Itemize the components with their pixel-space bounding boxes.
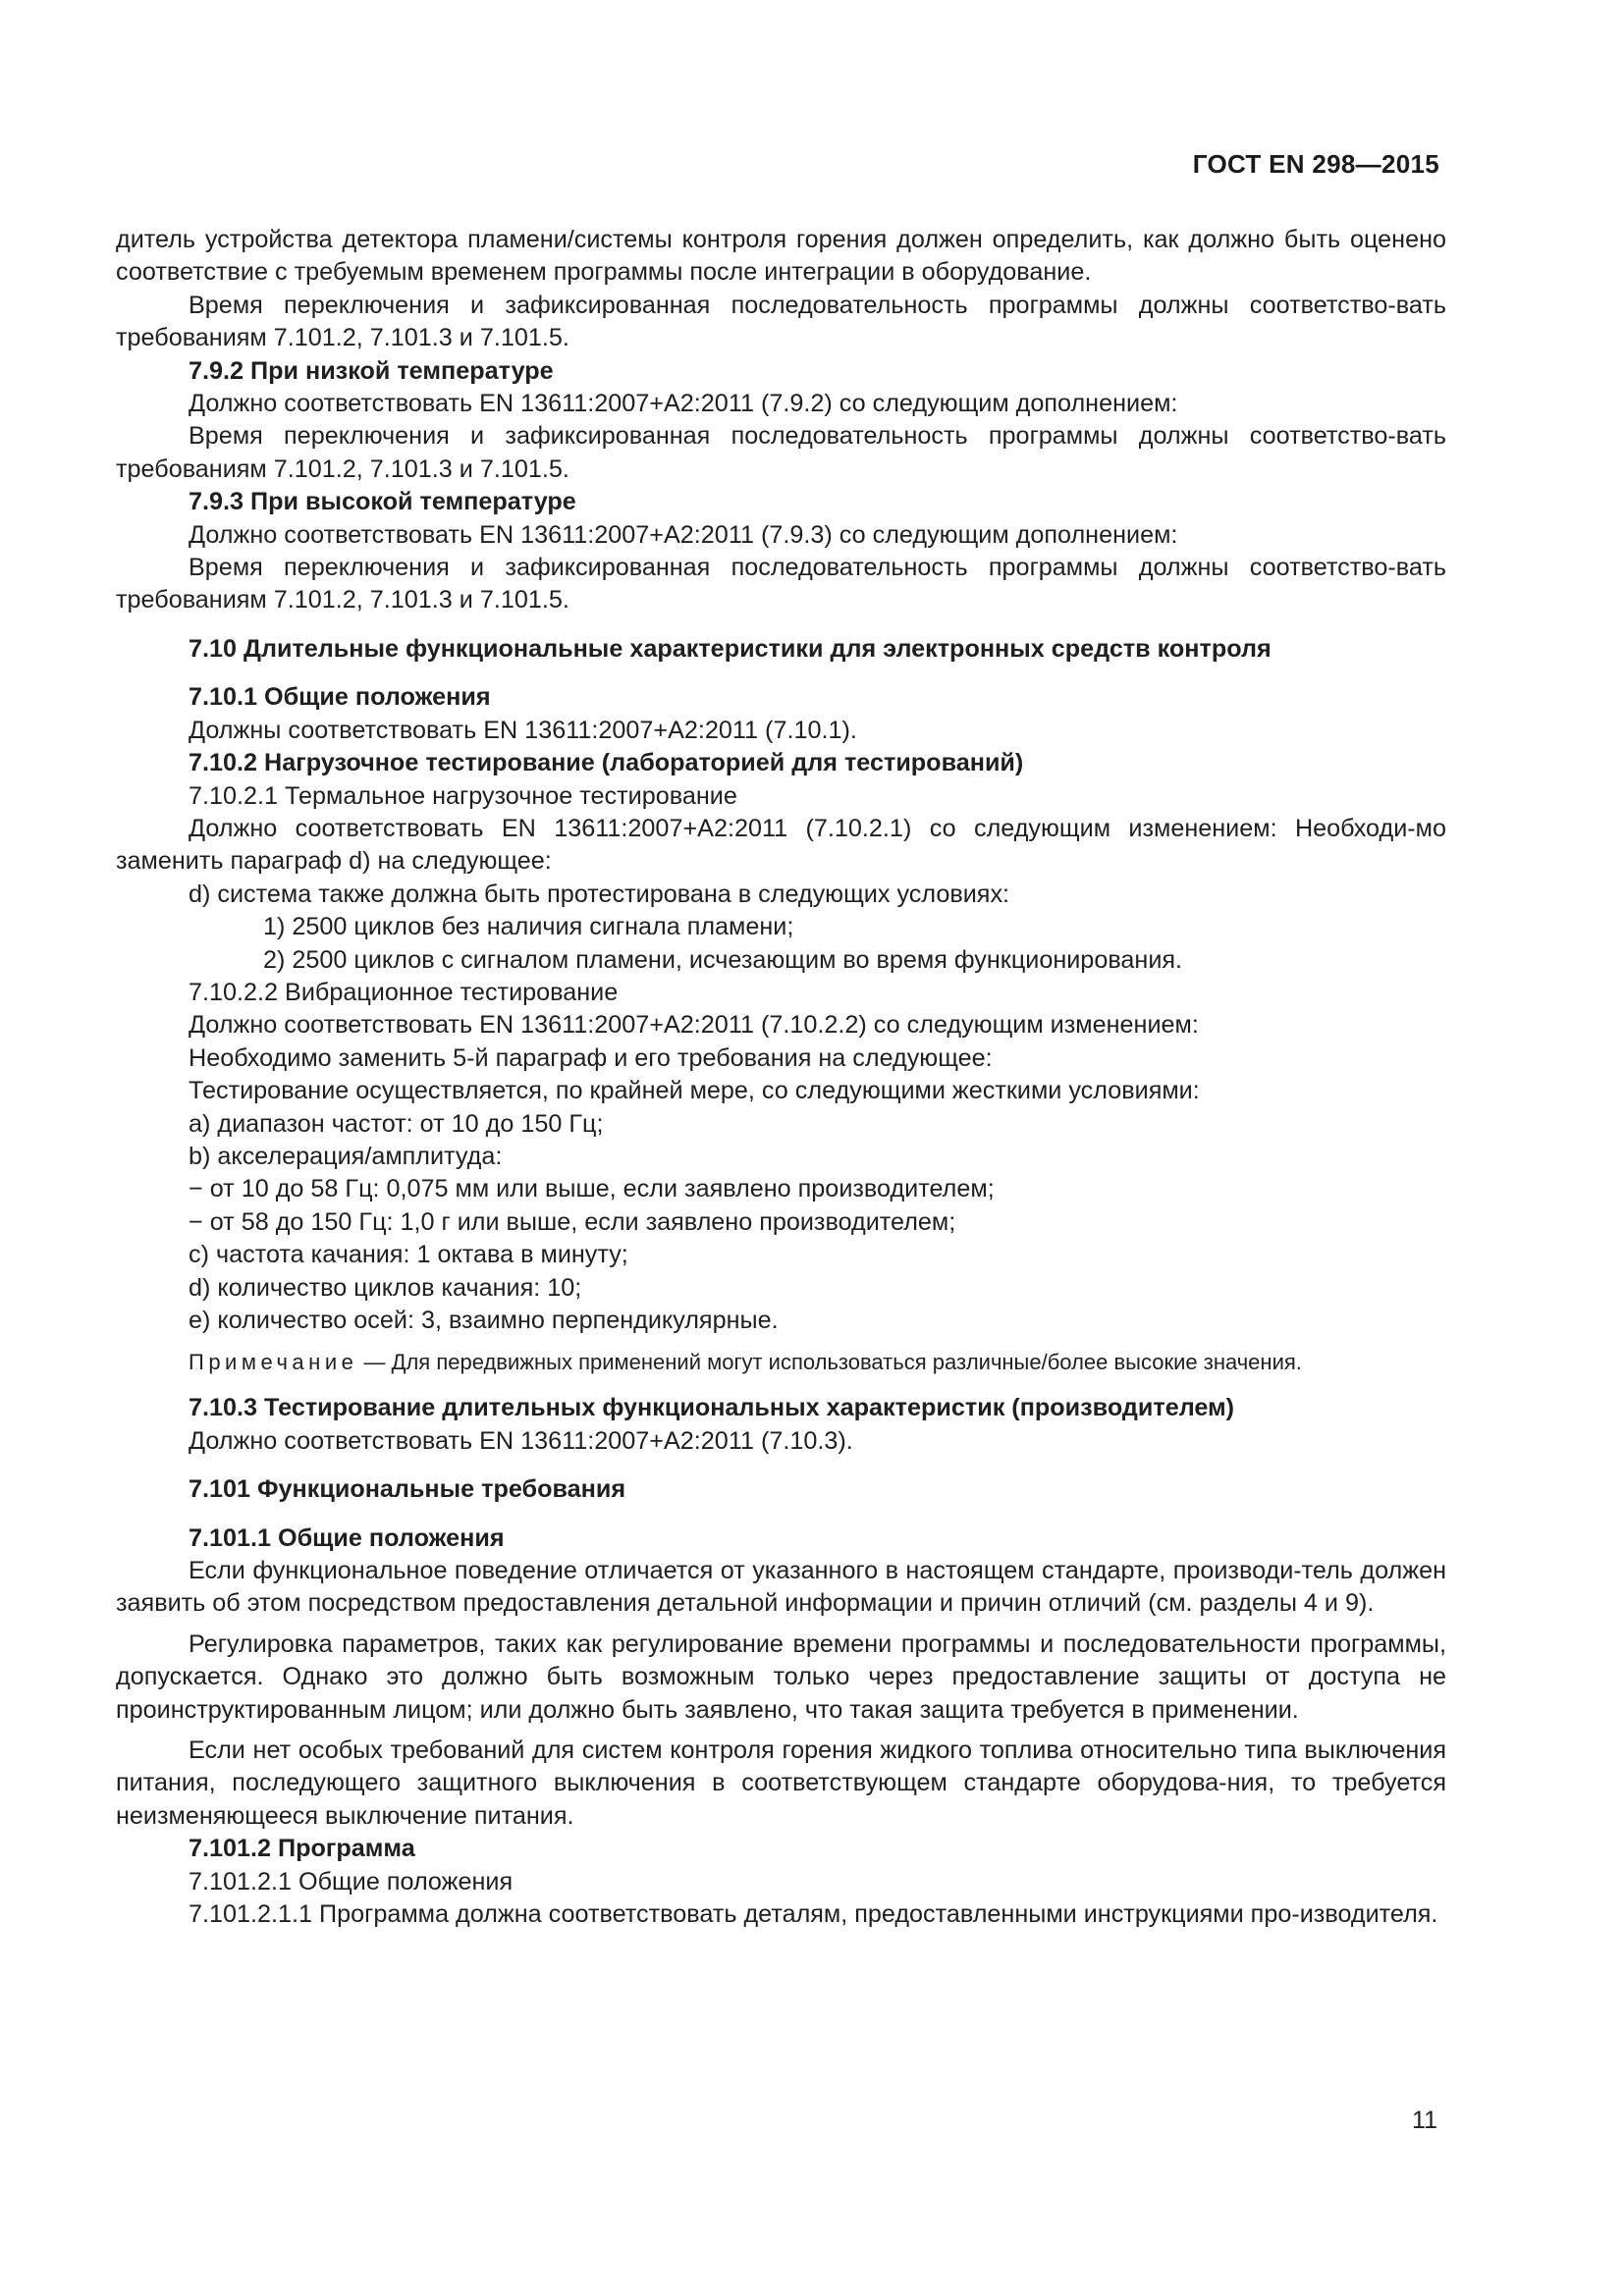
document-header: ГОСТ EN 298—2015 — [1192, 149, 1439, 179]
list-item: − от 10 до 58 Гц: 0,075 мм или выше, если заявлено производителем; — [189, 1175, 995, 1203]
note — [116, 1349, 1446, 1376]
paragraph: Должно соответствовать EN 13611:2007+A2:2011 (7.10.3). — [189, 1426, 853, 1455]
paragraph: Должно соответствовать EN 13611:2007+A2:2011 (7.9.3) со следующим дополнением: — [189, 520, 1178, 549]
list-item: d) система также должна быть протестирована в следующих условиях: — [189, 880, 1010, 908]
list-item: a) диапазон частот: от 10 до 150 Гц; — [189, 1109, 604, 1138]
section-heading-7-10: 7.10 Длительные функциональные характеристики для электронных средств контроля — [189, 634, 1272, 663]
list-item: 2) 2500 циклов с сигналом пламени, исчезающим во время функционирования. — [263, 945, 1183, 974]
section-heading-7-9-3: 7.9.3 При высокой температуре — [189, 488, 576, 516]
page-content — [116, 224, 1446, 1932]
paragraph: дитель устройства детектора пламени/системы контроля горения должен определить, как должно быть оценено соответствие с требуемым временем программы после интеграции в оборудование. — [116, 226, 1446, 287]
page-number: 11 — [1412, 2107, 1437, 2134]
paragraph: Если нет особых требований для систем контроля горения жидкого топлива относительно типа выключения питания, последующего защитного выключения в соответствующем стандарте оборудова-ния, то требуется неизменяющееся выключение питания. — [116, 1736, 1446, 1830]
paragraph: Время переключения и зафиксированная последовательность программы должны соответство-вать требованиям 7.101.2, 7.101.3 и 7.101.5. — [116, 291, 1446, 352]
paragraph: Время переключения и зафиксированная последовательность программы должны соответство-вать требованиям 7.101.2, 7.101.3 и 7.101.5. — [116, 554, 1446, 614]
subsection-title: 7.10.2.1 Термальное нагрузочное тестирование — [189, 781, 737, 810]
list-item: b) акселерация/амплитуда: — [189, 1142, 503, 1170]
section-heading-7-101-1: 7.101.1 Общие положения — [189, 1523, 505, 1552]
list-item: − от 58 до 150 Гц: 1,0 г или выше, если заявлено производителем; — [189, 1207, 956, 1236]
paragraph: Должно соответствовать EN 13611:2007+A2:2011 (7.10.2.1) со следующим изменением: Необходи-мо заменить параграф d) на следующее: — [116, 814, 1446, 876]
section-heading-7-10-1: 7.10.1 Общие положения — [189, 683, 491, 712]
paragraph: Время переключения и зафиксированная последовательность программы должны соответство-вать требованиям 7.101.2, 7.101.3 и 7.101.5. — [116, 422, 1446, 483]
paragraph: 7.101.2.1.1 Программа должна соответствовать деталям, предоставленными инструкциями про-изводителя. — [189, 1900, 1438, 1929]
paragraph: Необходимо заменить 5-й параграф и его требования на следующее: — [189, 1043, 993, 1072]
section-heading-7-101-2: 7.101.2 Программа — [189, 1835, 415, 1863]
list-item: c) частота качания: 1 октава в минуту; — [189, 1241, 628, 1269]
subsection-title: 7.101.2.1 Общие положения — [189, 1867, 514, 1896]
list-item: e) количество осей: 3, взаимно перпендикулярные. — [189, 1307, 779, 1334]
note-label: Примечание — [189, 1350, 358, 1375]
subsection-title: 7.10.2.2 Вибрационное тестирование — [189, 978, 619, 1006]
list-item: 1) 2500 циклов без наличия сигнала пламени; — [263, 913, 794, 941]
paragraph: Регулировка параметров, таких как регулирование времени программы и последовательности программы, допускается. Однако это должно быть возможным только через предоставление защиты от доступа не проинструктированным лицом; или должно быть заявлено, что такая защита требуется в применении. — [116, 1629, 1446, 1724]
section-heading-7-101: 7.101 Функциональные требования — [189, 1475, 626, 1504]
section-heading-7-10-3: 7.10.3 Тестирование длительных функциональных характеристик (производителем) — [189, 1394, 1235, 1422]
list-item: d) количество циклов качания: 10; — [189, 1273, 582, 1302]
paragraph: Должно соответствовать EN 13611:2007+A2:2011 (7.10.2.2) со следующим изменением: — [189, 1011, 1199, 1040]
paragraph: Должно соответствовать EN 13611:2007+A2:2011 (7.9.2) со следующим дополнением: — [189, 390, 1178, 418]
note-text: — Для передвижных применений могут использоваться различные/более высокие значения. — [357, 1350, 1302, 1375]
paragraph: Должны соответствовать EN 13611:2007+A2:2011 (7.10.1). — [189, 716, 857, 744]
section-heading-7-9-2: 7.9.2 При низкой температуре — [189, 356, 554, 385]
paragraph: Если функциональное поведение отличается от указанного в настоящем стандарте, производи-тель должен заявить об этом посредством предоставления детальной информации и причин отличий (см. разделы 4 и 9). — [116, 1557, 1446, 1618]
section-heading-7-10-2: 7.10.2 Нагрузочное тестирование (лабораторией для тестирований) — [189, 749, 1024, 777]
paragraph: Тестирование осуществляется, по крайней мере, со следующими жесткими условиями: — [189, 1077, 1200, 1105]
